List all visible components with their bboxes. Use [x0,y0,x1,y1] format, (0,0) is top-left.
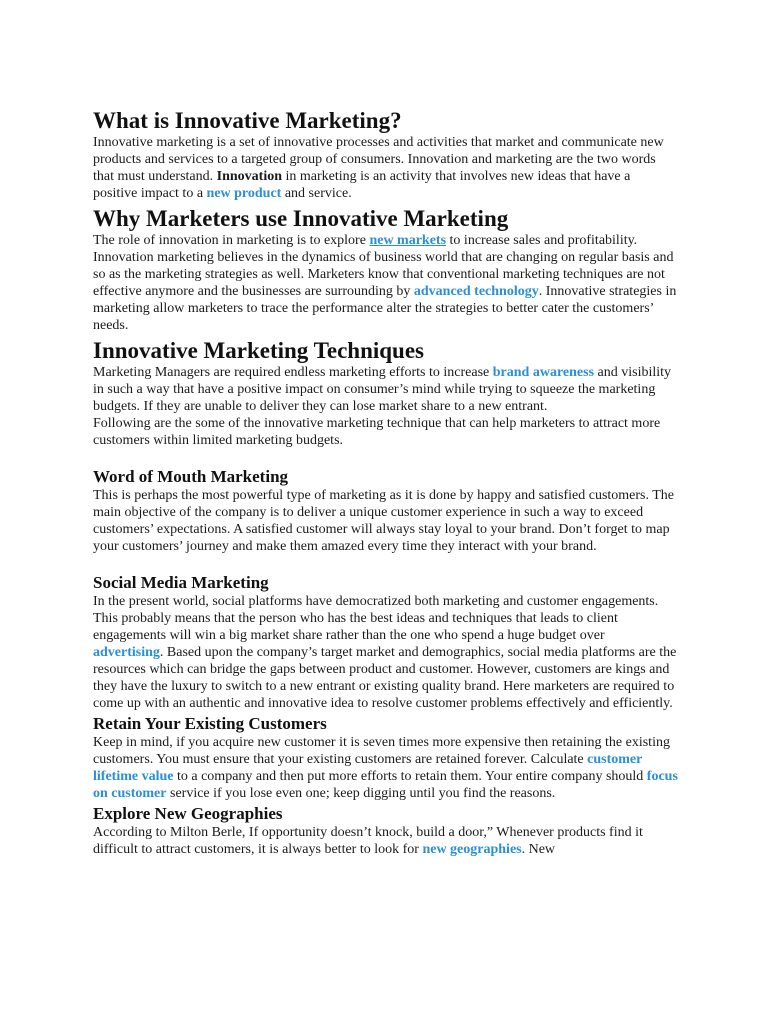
paragraph-explore-geographies [93,824,678,858]
text-run: service if you lose even one; keep digging until you find the reasons. [166,786,556,801]
link-brand-awareness[interactable]: brand awareness [492,365,595,380]
heading-why-marketers: Why Marketers use Innovative Marketing [93,206,509,231]
text-run: and visibility in such a way that have a positive impact on consumer’s mind while trying to squeeze the marketing budgets. If they are unable to deliver they can lose market share to a new entrant. [93,365,672,414]
heading-what-is-innovative-marketing: What is Innovative Marketing? [93,108,402,133]
link-new-markets[interactable]: new markets [369,233,447,248]
text-run: The role of innovation in marketing is to explore [93,233,370,248]
paragraph-following: Following are the some of the innovative marketing technique that can help marketers to attract more customers within limited marketing budgets. [93,416,661,448]
link-advanced-technology[interactable]: advanced technology [413,284,539,299]
text-run: in marketing is an activity that involves new ideas that have a positive impact to a [93,169,631,201]
document-content [93,108,678,858]
paragraph-role-of-innovation [93,232,678,334]
heading-social-media: Social Media Marketing [93,573,269,592]
heading-explore-geographies: Explore New Geographies [93,804,283,823]
link-focus-on-customer[interactable]: focus on customer [93,769,678,801]
text-run: . Based upon the company’s target market and demographics, social media platforms are the resources which can bridge the gaps between product and customer. However, customers are kings and they have the luxury to switch to a new entrant or existing quality brand. Here marketers are required to come up with an authentic and innovative idea to resolve customer problems effectively and efficiently. [93,645,677,711]
paragraph-social-media [93,593,678,712]
paragraph-definition [93,134,678,202]
link-customer-lifetime-value[interactable]: customer lifetime value [93,752,643,784]
paragraph-managers [93,364,678,415]
text-run: Marketing Managers are required endless marketing efforts to increase [93,365,493,380]
link-new-geographies[interactable]: new geographies [422,842,522,857]
text-run: According to Milton Berle, If opportunity doesn’t knock, build a door,” Whenever products find it difficult to attract customers, it is always better to look for [93,825,643,857]
text-run: Keep in mind, if you acquire new customer it is seven times more expensive then retaining the existing customers. You must ensure that your existing customers are retained forever. Calculate [93,735,670,767]
text-run: to a company and then put more efforts to retain them. Your entire company should [173,769,647,784]
text-run: Innovative marketing is a set of innovative processes and activities that market and communicate new products and services to a targeted group of consumers. Innovation and marketing are the two words that must understand. [93,135,664,184]
link-new-product[interactable]: new product [206,186,282,201]
paragraph-word-of-mouth: This is perhaps the most powerful type of marketing as it is done by happy and satisfied customers. The main objective of the company is to deliver a unique customer experience in such a way to exceed customers’ expectations. A satisfied customer will always stay loyal to your brand. Don’t forget to map your customers’ journey and make them amazed every time they interact with your brand. [93,488,675,554]
text-run: . New [521,842,556,857]
paragraph-retain-customers [93,734,678,802]
heading-techniques: Innovative Marketing Techniques [93,338,424,363]
text-run: . Innovative strategies in marketing allow marketers to trace the performance alter the strategies to better cater the customers’ needs. [93,284,677,333]
text-run: In the present world, social platforms have democratized both marketing and customer engagements. This probably means that the person who has the best ideas and techniques that leads to client engagements will win a big market share rather than the one who spend a huge budget over [93,594,659,643]
heading-retain-customers: Retain Your Existing Customers [93,714,327,733]
link-advertising[interactable]: advertising [93,645,160,660]
heading-word-of-mouth: Word of Mouth Marketing [93,467,289,486]
bold-term-innovation: Innovation [216,169,283,184]
text-run: and service. [281,186,352,201]
text-run: to increase sales and profitability. Innovation marketing believes in the dynamics of business world that are changing on regular basis and so as the marketing strategies as well. Marketers know that conventional marketing techniques are not effective anymore and the businesses are surrounding by [93,233,674,299]
